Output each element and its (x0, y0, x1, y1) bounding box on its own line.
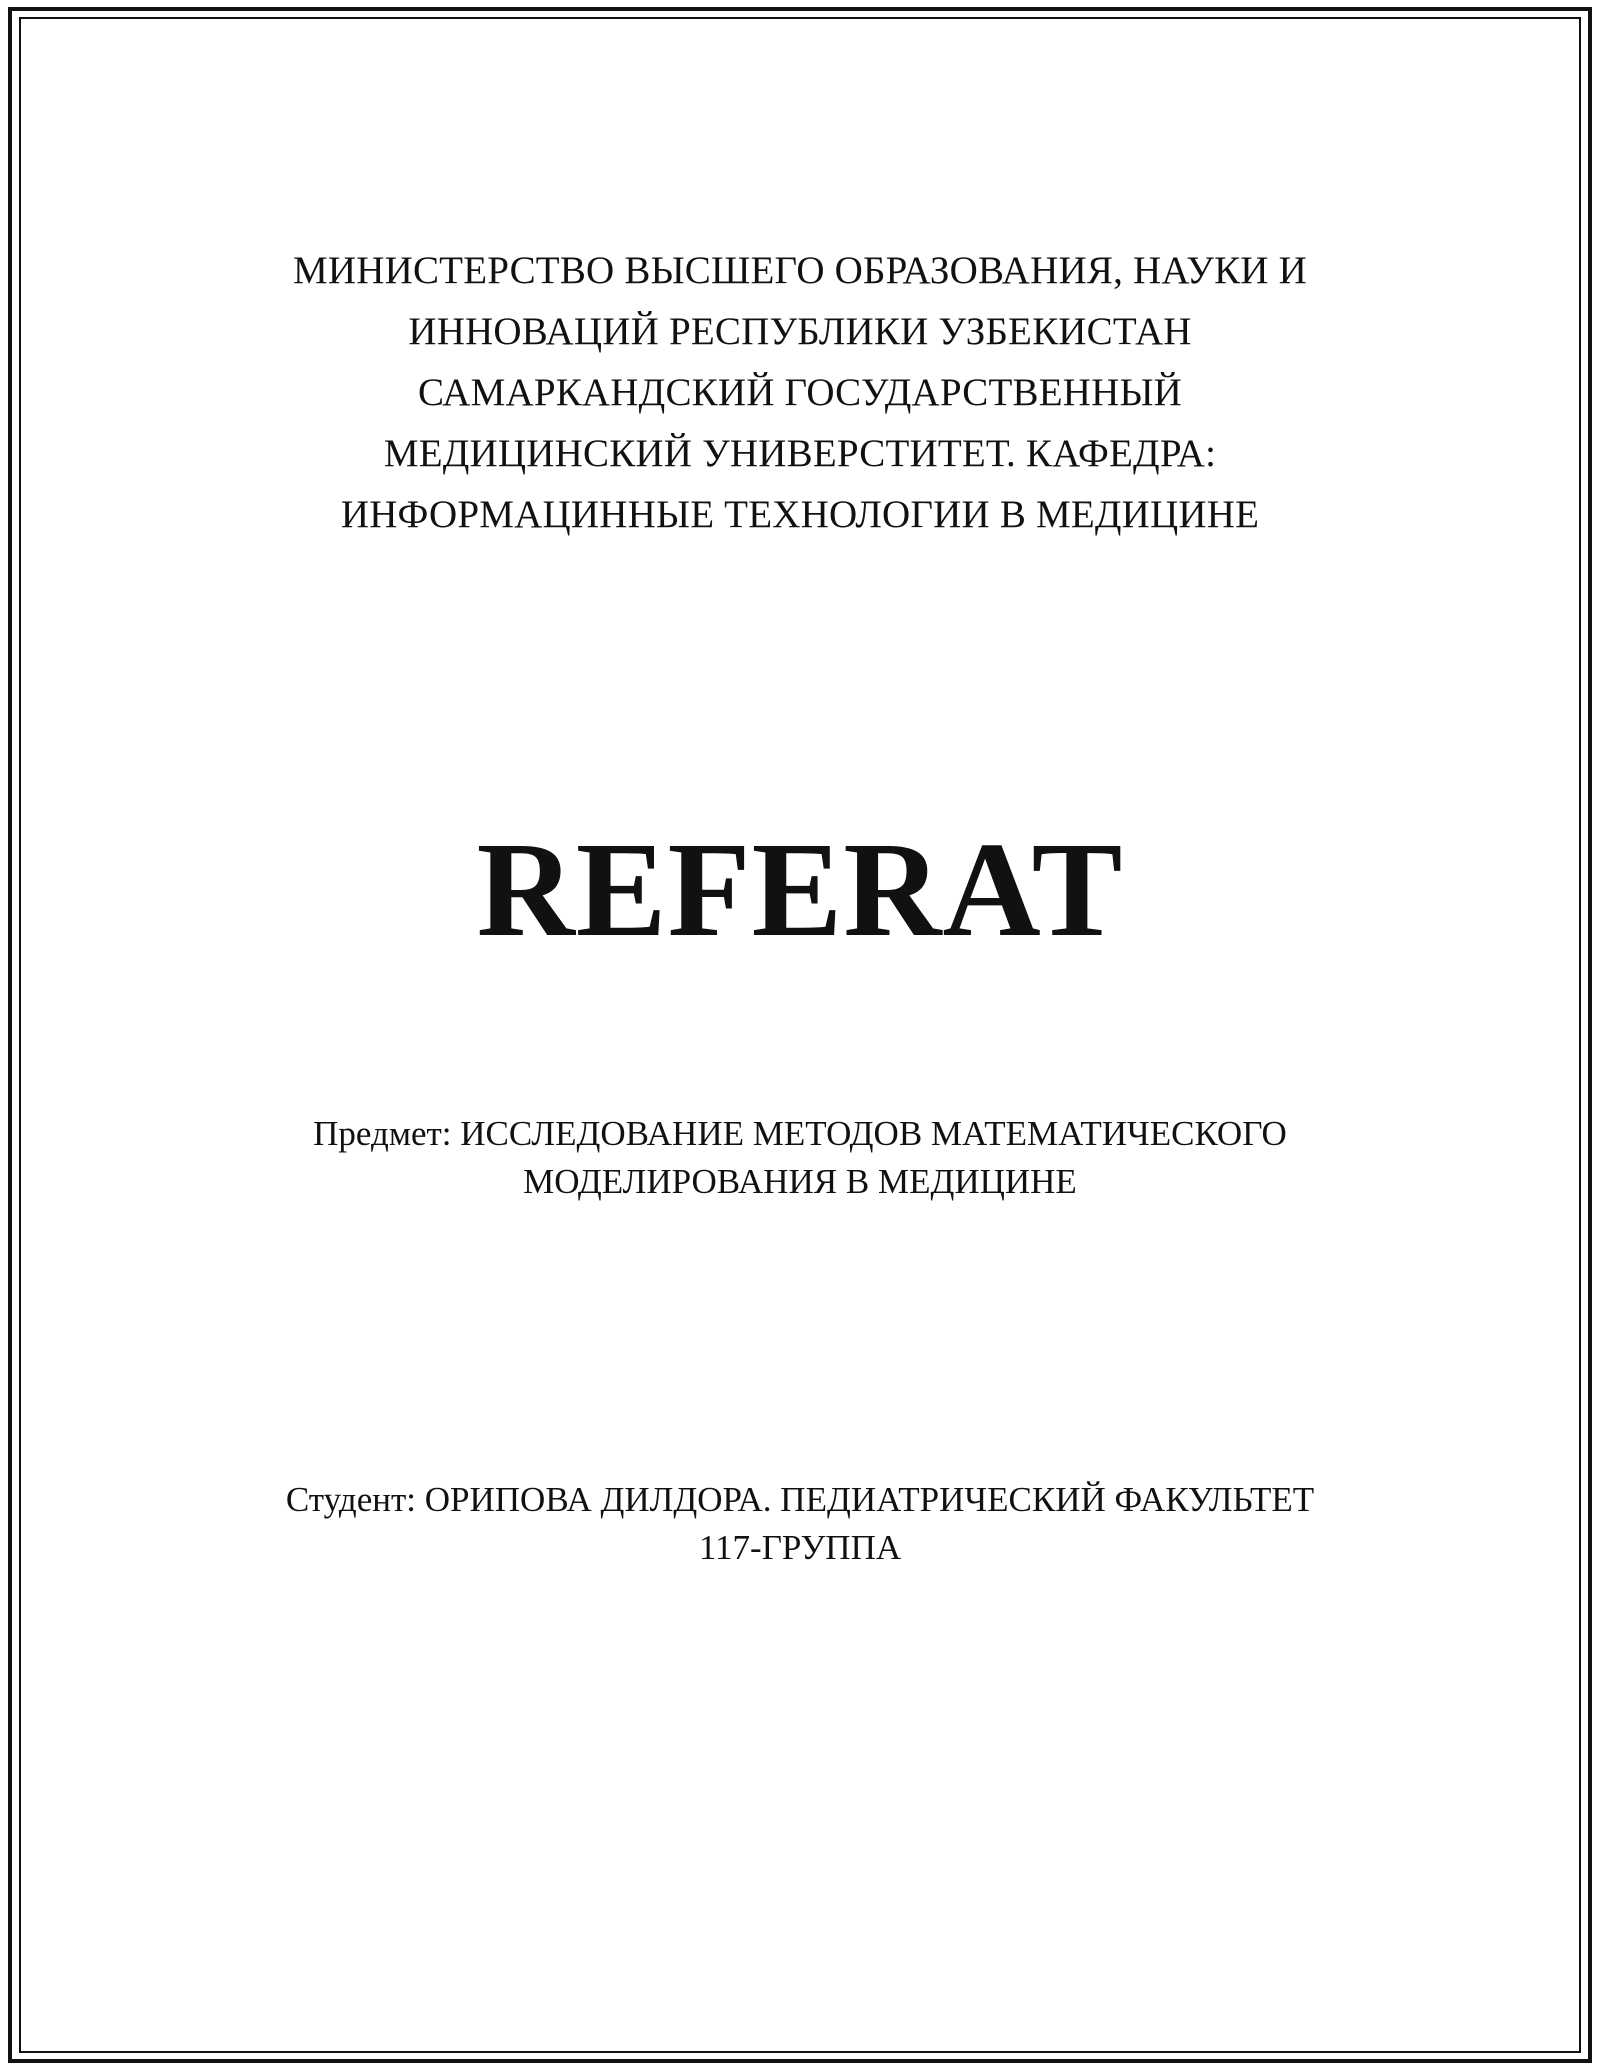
header-line-4: МЕДИЦИНСКИЙ УНИВЕРСТИТЕТ. КАФЕДРА: (383, 432, 1217, 475)
student-section (0, 1476, 1600, 1572)
student-line-2: 117-ГРУППА (698, 1528, 902, 1567)
header-line-3: САМАРКАНДСКИЙ ГОСУДАРСТВЕННЫЙ (417, 371, 1183, 414)
document-title: REFERAT (476, 815, 1124, 965)
header-line-2: ИННОВАЦИЙ РЕСПУБЛИКИ УЗБЕКИСТАН (408, 310, 1192, 353)
header-line-5: ИНФОРМАЦИННЫЕ ТЕХНОЛОГИИ В МЕДИЦИНЕ (340, 493, 1260, 536)
institution-header (0, 240, 1600, 545)
title-section (0, 805, 1600, 975)
header-line-1: МИНИСТЕРСТВО ВЫСШЕГО ОБРАЗОВАНИЯ, НАУКИ И (293, 249, 1307, 292)
subject-section (0, 1110, 1600, 1206)
student-line-1: Студент: ОРИПОВА ДИЛДОРА. ПЕДИАТРИЧЕСКИЙ ФАКУЛЬТЕТ (285, 1480, 1315, 1519)
subject-line-1: Предмет: ИССЛЕДОВАНИЕ МЕТОДОВ МАТЕМАТИЧЕСКОГО (313, 1114, 1287, 1153)
subject-line-2: МОДЕЛИРОВАНИЯ В МЕДИЦИНЕ (523, 1162, 1077, 1201)
